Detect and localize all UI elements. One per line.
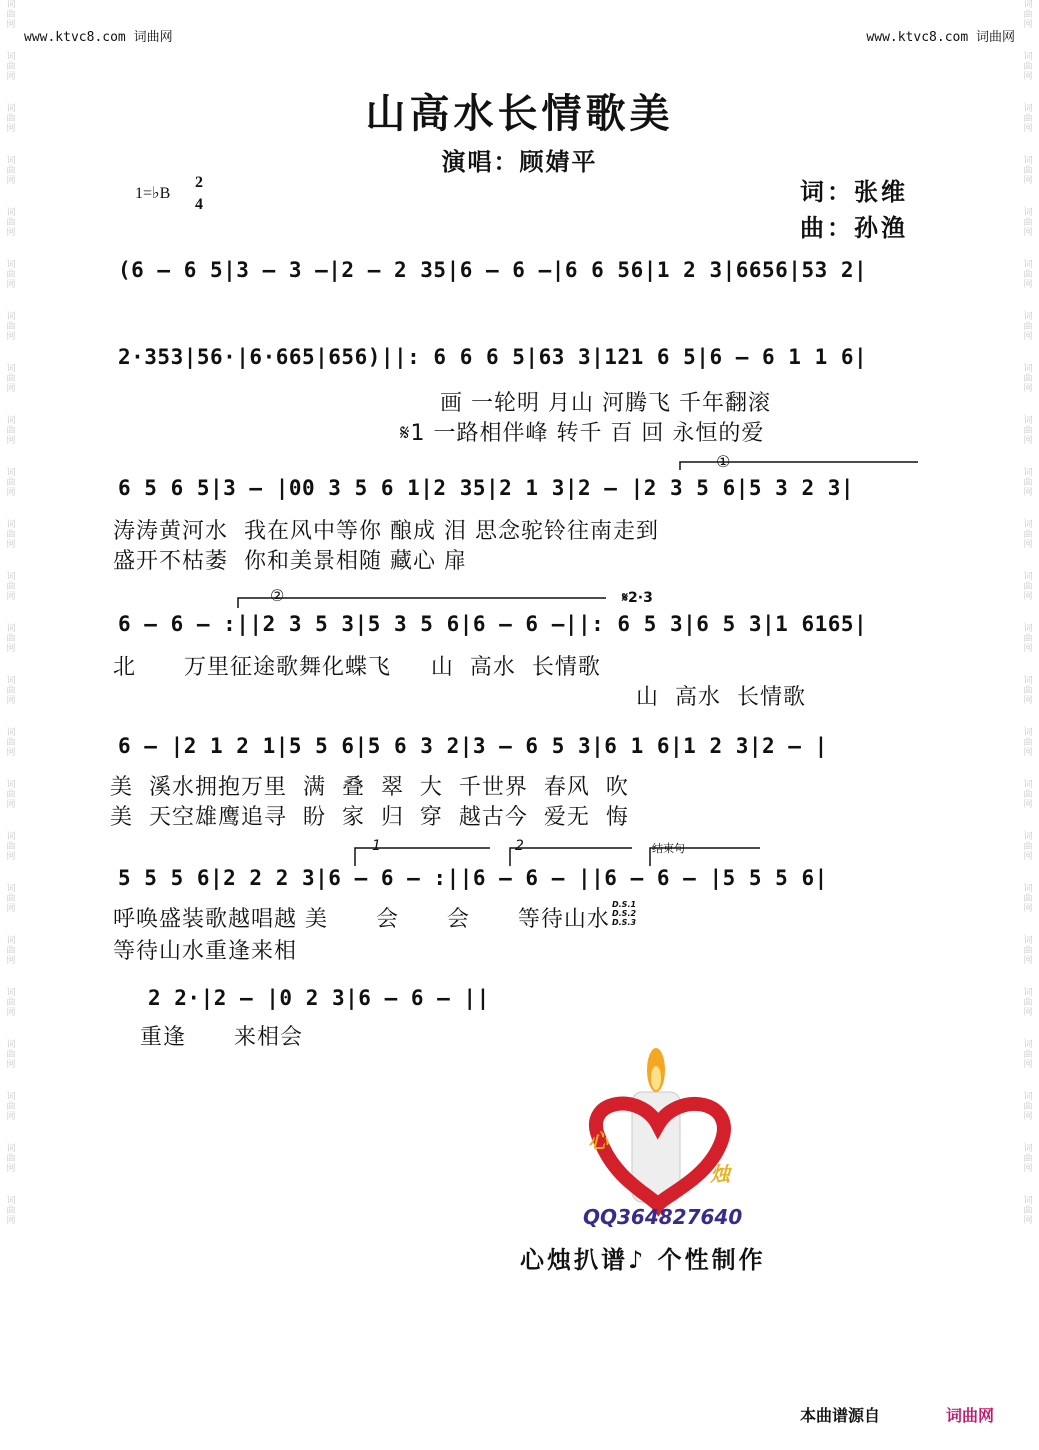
lyricist: 词：张维	[800, 177, 908, 206]
side-watermark-text: 词 曲 网	[1023, 1092, 1033, 1122]
side-watermark-text: 词 曲 网	[6, 0, 16, 30]
lyric-line-3-verse-2: 盛开不枯萎 你和美景相随 藏心 扉	[113, 549, 467, 574]
side-watermark-text: 词 曲 网	[1023, 104, 1033, 134]
side-watermark-text: 词 曲 网	[1023, 780, 1033, 810]
qq-number: QQ364827640	[583, 1205, 743, 1229]
side-watermark-text: 词 曲 网	[6, 624, 16, 654]
side-watermark-text: 词 曲 网	[6, 884, 16, 914]
key-signature: 1=♭B	[135, 185, 171, 202]
volta-1-label: 1	[372, 838, 381, 854]
side-watermark-text: 词 曲 网	[6, 312, 16, 342]
side-watermark-text: 词 曲 网	[1023, 416, 1033, 446]
ds-1: D.S.1	[612, 900, 637, 909]
site-url-left[interactable]: www.ktvc8.com 词曲网	[24, 30, 173, 45]
side-watermark-text: 词 曲 网	[6, 936, 16, 966]
side-watermark-text: 词 曲 网	[1023, 988, 1033, 1018]
side-watermark-text: 词 曲 网	[1023, 676, 1033, 706]
side-watermark-text: 词 曲 网	[1023, 1196, 1033, 1226]
lyric-line-4-verse-1: 北 万里征途歌舞化蝶飞 山 高水 长情歌	[113, 655, 601, 680]
side-watermark-text: 词 曲 网	[1023, 624, 1033, 654]
side-watermark-text: 词 曲 网	[6, 260, 16, 290]
side-watermark-text: 词 曲 网	[1023, 520, 1033, 550]
side-watermark-text: 词 曲 网	[6, 104, 16, 134]
score-line-6: 5 5 5 6|2 2 2 3|6 – 6 – :||6 – 6 – ||6 – 6 – |5 5 5 6|	[118, 866, 828, 890]
ds-3: D.S.3	[612, 918, 637, 927]
maker-credit: 心烛扒谱♪ 个性制作	[520, 1245, 766, 1274]
lyric-line-5-verse-1: 美 溪水拥抱万里 满 叠 翠 大 千世界 春风 吹	[110, 775, 629, 800]
source-site-link[interactable]: 词曲网	[946, 1406, 995, 1425]
coda-label: 结束句	[652, 842, 685, 855]
side-watermark-text: 词 曲 网	[6, 572, 16, 602]
song-title: 山高水长情歌美	[365, 90, 674, 137]
side-watermark-text: 词 曲 网	[1023, 156, 1033, 186]
score-line-2: 2·353|56·|6·665|656)||: 6 6 6 5|63 3|121 6 5|6 – 6 1 1 6|	[118, 345, 868, 369]
side-watermark-text: 词 曲 网	[1023, 936, 1033, 966]
ds-2: D.S.2	[612, 909, 637, 918]
score-line-4: 6 – 6 – :||2 3 5 3|5 3 5 6|6 – 6 –||: 6 5 3|6 5 3|1 6165|	[118, 612, 868, 636]
side-watermark-text: 词 曲 网	[1023, 884, 1033, 914]
side-watermark-text: 词 曲 网	[6, 468, 16, 498]
side-watermark-text: 词 曲 网	[1023, 52, 1033, 82]
singer: 演唱：顾婧平	[441, 147, 598, 176]
lyric-line-6-verse-1: 呼唤盛装歌越唱越 美 会 会 等待山水	[113, 907, 610, 932]
lyric-line-6-verse-2: 等待山水重逢来相	[113, 939, 298, 964]
time-signature-bottom: 4	[195, 196, 203, 213]
ending-1-mark: ①	[716, 452, 731, 471]
side-watermark-text: 词 曲 网	[6, 1092, 16, 1122]
lyric-line-4-verse-2: 山 高水 长情歌	[636, 685, 806, 710]
side-watermark-text: 词 曲 网	[1023, 260, 1033, 290]
lyric-line-3-verse-1: 涛涛黄河水 我在风中等你 酿成 泪 思念驼铃往南走到	[113, 519, 659, 544]
composer: 曲：孙渔	[800, 213, 908, 242]
side-watermark-text: 词 曲 网	[1023, 1040, 1033, 1070]
score-line-7: 2 2·|2 – |0 2 3|6 – 6 – ||	[148, 986, 490, 1010]
side-watermark-text: 词 曲 网	[6, 780, 16, 810]
volta-2-label: 2	[515, 838, 524, 854]
segno-mark: 𝄋2·3	[622, 590, 653, 606]
lyric-line-7: 重逢 来相会	[140, 1025, 303, 1050]
side-watermark-text: 词 曲 网	[6, 1040, 16, 1070]
side-watermark-text: 词 曲 网	[1023, 208, 1033, 238]
logo-text-left: 心	[588, 1129, 608, 1153]
side-watermark-text: 词 曲 网	[6, 416, 16, 446]
side-watermark-text: 词 曲 网	[6, 208, 16, 238]
source-label: 本曲谱源自	[800, 1406, 881, 1425]
logo-text-right: 烛	[710, 1162, 730, 1186]
side-watermark-text: 词 曲 网	[1023, 468, 1033, 498]
side-watermark-text: 词 曲 网	[1023, 312, 1033, 342]
ending-2-mark: ②	[270, 586, 285, 605]
score-line-1: (6 – 6 5|3 – 3 –|2 – 2 35|6 – 6 –|6 6 56|1 2 3|6656|53 2|	[118, 258, 868, 282]
lyric-line-5-verse-2: 美 天空雄鹰追寻 盼 家 归 穿 越古今 爱无 悔	[110, 805, 629, 830]
score-line-5: 6 – |2 1 2 1|5 5 6|5 6 3 2|3 – 6 5 3|6 1 6|1 2 3|2 – |	[118, 734, 828, 758]
site-url-right[interactable]: www.ktvc8.com 词曲网	[866, 30, 1015, 45]
lyric-line-2-verse-2: 𝄋1 一路相伴峰 转千 百 回 永恒的爱	[400, 421, 765, 446]
side-watermark-text: 词 曲 网	[6, 520, 16, 550]
side-watermark-text: 词 曲 网	[6, 156, 16, 186]
ds-marks	[612, 900, 636, 927]
side-watermark-text: 词 曲 网	[6, 52, 16, 82]
side-watermark-text: 词 曲 网	[6, 1144, 16, 1174]
side-watermark-text: 词 曲 网	[6, 988, 16, 1018]
side-watermark-text: 词 曲 网	[1023, 728, 1033, 758]
side-watermark-text: 词 曲 网	[6, 1196, 16, 1226]
side-watermark-text: 词 曲 网	[6, 676, 16, 706]
side-watermark-text: 词 曲 网	[1023, 572, 1033, 602]
side-watermark-text: 词 曲 网	[1023, 1144, 1033, 1174]
time-signature-top: 2	[195, 174, 203, 191]
lyric-line-2-verse-1: 画 一轮明 月山 河腾飞 千年翻滚	[440, 391, 771, 416]
side-watermark-text: 词 曲 网	[6, 364, 16, 394]
side-watermark-text: 词 曲 网	[6, 728, 16, 758]
side-watermark-text: 词 曲 网	[1023, 832, 1033, 862]
side-watermark-text: 词 曲 网	[1023, 0, 1033, 30]
score-line-3: 6 5 6 5|3 – |00 3 5 6 1|2 35|2 1 3|2 – |2 3 5 6|5 3 2 3|	[118, 476, 855, 500]
side-watermark-text: 词 曲 网	[1023, 364, 1033, 394]
side-watermark-text: 词 曲 网	[6, 832, 16, 862]
